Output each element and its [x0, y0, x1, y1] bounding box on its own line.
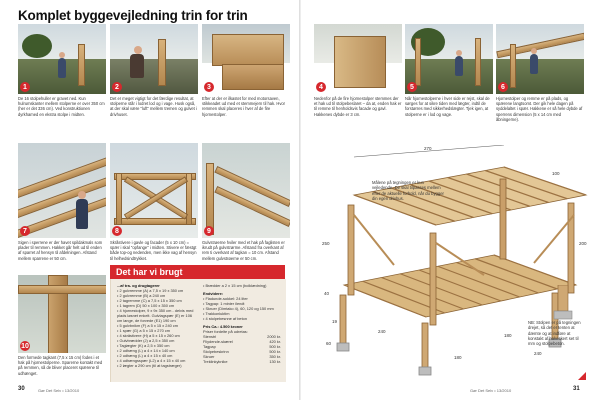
dimension-label: 240: [378, 329, 386, 334]
price-value: 500 kr.: [269, 344, 281, 349]
end-mark-icon: [578, 372, 586, 380]
materials-item: • 4 skrästivere (H) a 5 x 15 x 260 cm: [117, 333, 180, 338]
price-value: 2000 kr.: [267, 334, 281, 339]
extras-item: • Skruer (Dimtako 4), 60, 120 og 150 mm: [203, 306, 274, 311]
price-value: 500 kr.: [269, 349, 281, 354]
step-number-badge: 1: [20, 82, 30, 92]
drawing-note: Målene på tegningen er kun vejledende. De skal tilpasses mellem efter de aktuelle forhold, når du bygger din egen drivhus.: [372, 180, 444, 201]
price-value: 420 kr.: [269, 339, 281, 344]
dimension-label: 270: [424, 146, 432, 151]
extras-title: Endvidere:: [203, 291, 224, 296]
step-number-badge: 10: [21, 342, 29, 350]
step-photo-2: [110, 24, 198, 94]
footer-right: Gør Det Selv • 13/2010: [470, 388, 512, 393]
materials-item: • 2 udhæng (L) a 4 x 15 x 40 cm: [117, 353, 173, 358]
materials-heading: Det har vi brugt: [110, 265, 285, 279]
step-photo-10: [18, 275, 106, 353]
step-number-badge: 3: [204, 82, 214, 92]
step-photo-5: [405, 24, 493, 94]
extras-item: • Tagpap: 1 minier ilendt: [203, 301, 245, 306]
materials-item: • 2 lægter a 290 cm (til at tagstræger): [117, 363, 182, 368]
dimension-label: 60: [326, 341, 332, 346]
dimension-label: 180: [504, 333, 512, 338]
materials-item: • 2 tagremme (C) a 7,5 x 15 x 350 cm: [117, 298, 182, 303]
page-title: Komplet byggevejledning trin for trin: [18, 8, 248, 23]
step-number-badge: 7: [20, 226, 30, 236]
footer-left: Gør Det Selv • 13/2010: [38, 388, 80, 393]
support-leg: [422, 323, 428, 369]
dimension-label: 200: [579, 241, 587, 246]
step-photo-3: [202, 24, 290, 94]
materials-item: • 4 udhængsspær (L2) a 4 x 15 x 40 cm: [117, 358, 186, 363]
step-photo-1: [18, 24, 106, 94]
extras-item: • Fladunde-sokkel: 24 liter: [203, 296, 248, 301]
price-label: Fliydende-skærel: [203, 339, 233, 344]
materials-item: • 1 tagrem (D) 50 x 100 x 350 cm: [117, 303, 175, 308]
dimension-label: 250: [322, 241, 330, 246]
corner-post: [500, 179, 506, 259]
post-detail-note: NB: Stolpen er på tegningen drejet, så det er tenten at dæmte og at indføre at konstakt af hakeskert set til mm og stolpebeton.: [528, 320, 581, 347]
price-label: Treklinkyknike: [203, 359, 228, 364]
materials-item: • Gulvbrædder (J) a 2,5 x 350 cm: [117, 338, 175, 343]
step-caption-6: Hjornestolper og remme er på plads, og spærene langtsomt. Der gik hele dagen på syddelaltet i spær. Hakkene er så hele dybde af sperrens dimension (5 x 14 cm med åbningerne).: [496, 96, 583, 122]
price-label: Tagpap: [203, 344, 216, 349]
extras-item: • Trakkonluktim: [203, 311, 230, 316]
step-photo-6: [496, 24, 584, 94]
step-caption-8: Skråstivere i gavle og facader (5 x 10 cm) = spær i skal "opfange" i midten. Stivere er fæstgt både top-og nedenden, men ikke vag af hensyn til helhedsindtrykket.: [110, 240, 197, 261]
step-caption-10: Den formede tagkant (7,5 x 15 cm) fodes i et hak på hjornestolperne. Sparerne kontakt med på remmen, så de bliver placeret spærene til udhænget.: [18, 355, 103, 376]
price-value: 130 kr.: [269, 359, 281, 364]
page-number-right: 31: [573, 386, 580, 392]
step-caption-1: De 16 stolpehuller er gravet ned. Kun hulrumskanter mellem stolperne er over 350 cm (her er det 336 cm). Ved konstruktionen dyrkhamed en ekstra stolpe i midten.: [18, 96, 105, 117]
step-number-badge: 6: [498, 82, 508, 92]
step-caption-7: Sigen i sperrene er der havet spildakmals som plader til remmen. Hakket går helt ud til enden af sparret af hensyn til afdelningen. Afstand mellem sparrene er 50 cm.: [18, 240, 103, 261]
price-label: Stolpebeskrinn: [203, 349, 229, 354]
diagonal-brace: [354, 215, 394, 265]
step-caption-9: Gulvstrøerne hviler med et hak på faglisten er ikrudt på gulvstrørme. Afstand fra overkant af rem ti overkant af tagkan = 10 cm. Afstand mellem gulvstrøerne er 50 cm.: [202, 240, 285, 261]
price-value: 350 kr.: [269, 354, 281, 359]
dimension-label: 19: [332, 319, 338, 324]
materials-item: • 2 udhæng (L) a 4 x 14 x 140 cm: [117, 348, 175, 353]
materials-box: [110, 279, 286, 382]
dimension-label: 180: [454, 355, 462, 360]
construction-drawing: [304, 145, 594, 385]
materials-column-2: [203, 283, 281, 364]
step-number-badge: 2: [112, 82, 122, 92]
step-photo-8: [110, 143, 198, 238]
post-detail-drawing: [548, 285, 578, 321]
price-list: [203, 334, 281, 364]
step-photo-7: [18, 143, 106, 238]
step-caption-5: Når hjornestolperne i hver side er rejst, skal de sørges for at sikre tiden med lægter, indtil de forstørres med sikkerhedslægter. Tjek igen, at stolperne er i lod og vage.: [405, 96, 490, 117]
materials-item: • 4 hjornestolper, 9 x 9x 350 cm - delvis med plads løsnet enkelt. Gulvlagspær (E) er 106 cm lange, de forvede (E1) 190 cm: [117, 308, 194, 323]
materials-item: • 1 spær (G) a 5 x 15 x 270 cm: [117, 328, 171, 333]
step-photo-9: [202, 143, 290, 238]
materials-column-1: [117, 283, 197, 368]
materials-item: • 2 gulvremme (A) a 7,5 x 19 x 350 cm: [117, 288, 184, 293]
price-title: Pris Ca.: 4.500 kroner: [203, 324, 243, 329]
corner-post: [348, 205, 354, 295]
step-number-badge: 8: [112, 226, 122, 236]
price-subtitle: Priser fordelte på udretas:: [203, 329, 248, 334]
materials-item: • Taglægter (K) a 2,5 x 350 cm: [117, 343, 170, 348]
step-caption-3: Efter at der er ilkastet for med motorsaven, stikkeadet ud med et stemmejern til hak. Hvor remmen skal placeres i hver af de fire hjornestolper.: [202, 96, 286, 117]
price-label: Stenstrl: [203, 334, 217, 339]
materials-item: • 5 gulvbnikm (F) a 5 x 15 x 240 cm: [117, 323, 179, 328]
dimension-label: 40: [324, 291, 330, 296]
materials-item: • 2 gulvremme (B) a 240 cm: [117, 293, 166, 298]
step-photo-4: [314, 24, 402, 94]
support-leg: [340, 295, 346, 345]
materials-item: • Brædder a 2 x 15 cm (bolklædning): [203, 283, 267, 288]
step-caption-2: Det er meget vigtigt for det færdige resultat, at stolperne står i lodret lod og i vage. Husk også, at der skal være "luft" mellem tremen og gulvet i drivhuset.: [110, 96, 197, 117]
page-gutter: [299, 0, 301, 400]
corner-post: [430, 233, 436, 325]
materials-col1-title: ...af tra- og drugtagerer: [117, 283, 160, 288]
page-number-left: 30: [18, 386, 25, 392]
dimension-label: 100: [552, 171, 560, 176]
step-number-badge: 5: [407, 82, 417, 92]
step-caption-4: Nedenfor på de fire hjornestolper stemmes der et hak ud til stolpebeslaret – da at, enden hak er til remme til henholdsvis facade og gavl. Hakkenes dybde er 3 cm.: [314, 96, 402, 117]
price-label: Skruer: [203, 354, 215, 359]
step-number-badge: 4: [316, 82, 326, 92]
price-row: [203, 359, 281, 364]
concrete-footing: [337, 343, 349, 351]
step-number-badge: 9: [204, 226, 214, 236]
dimension-label: 240: [534, 351, 542, 356]
extras-item: • 4 stolpebesnne af beton: [203, 316, 247, 321]
concrete-footing: [419, 367, 431, 375]
